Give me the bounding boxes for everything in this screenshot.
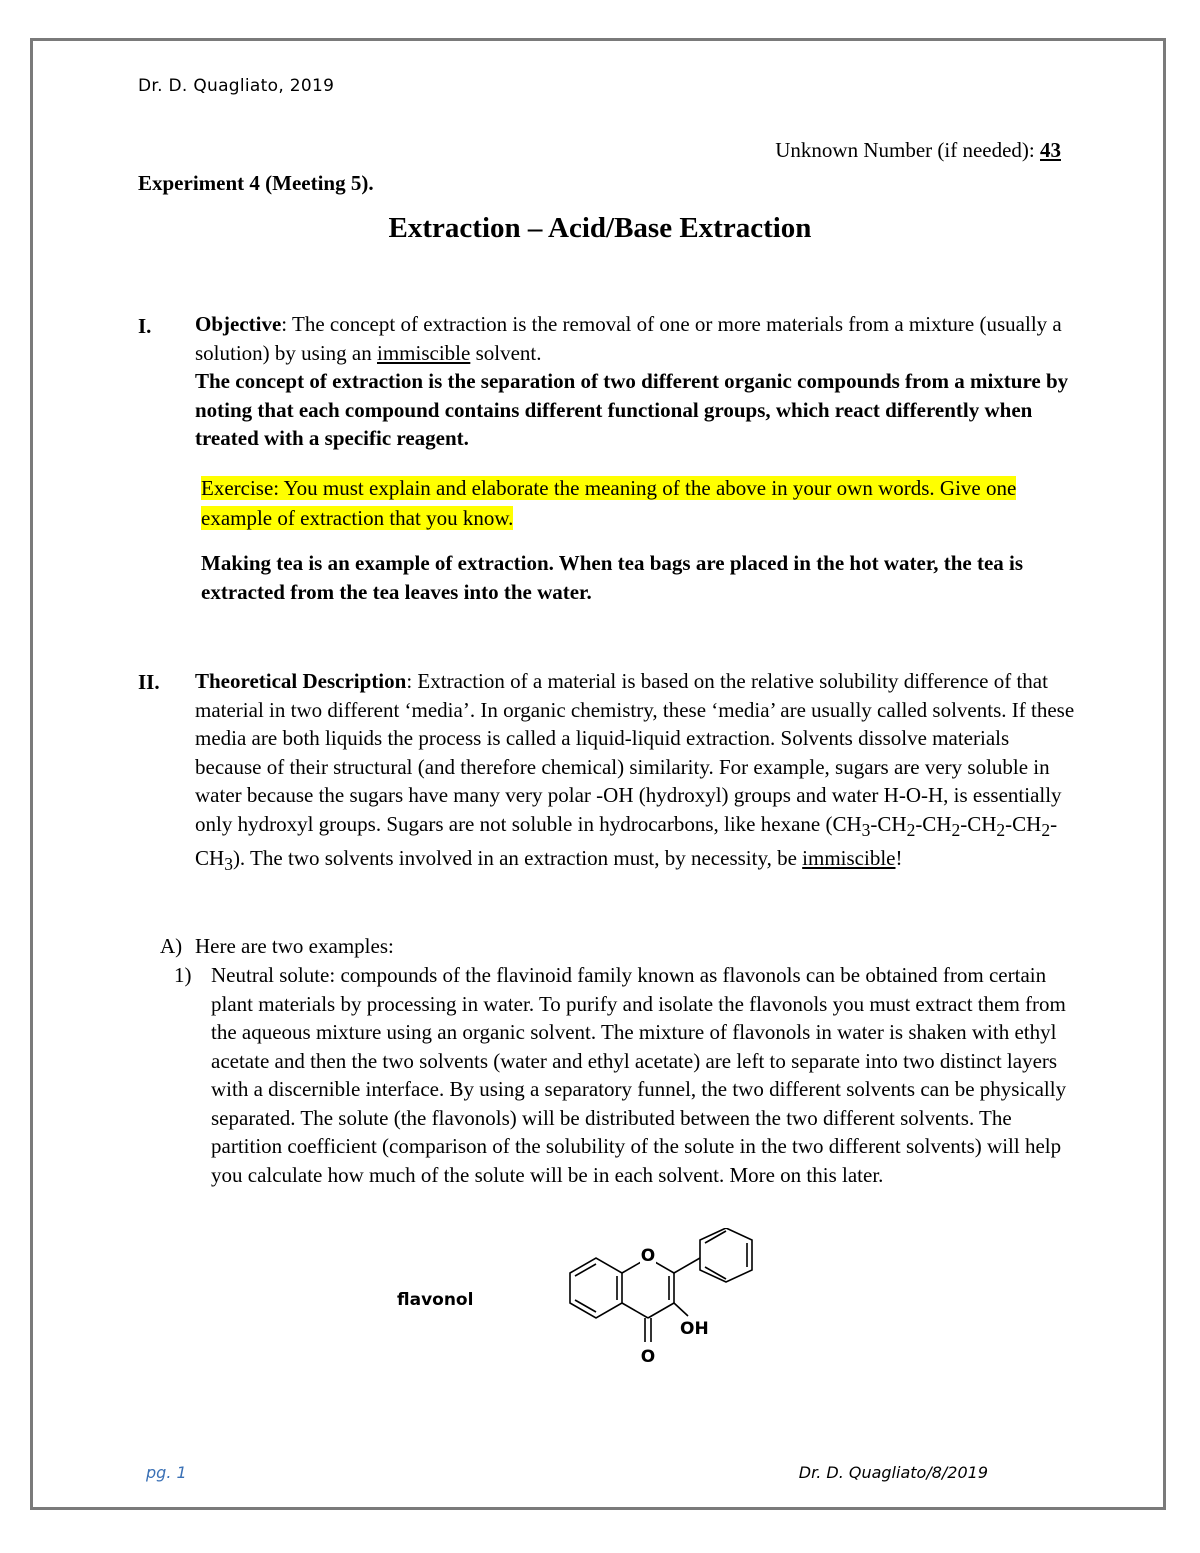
objective-bold-text: The concept of extraction is the separation of two different organic compounds from a mixture by noting that each compound contains different functional groups, which react differently when treated with a specific reagent. <box>195 369 1069 450</box>
list-a-marker: A) <box>160 934 183 958</box>
objective-paragraph <box>195 310 1075 367</box>
theory-text-end: ! <box>895 846 903 871</box>
objective-immiscible: immiscible <box>377 340 471 365</box>
list-a-text: Here are two examples: <box>195 934 394 958</box>
exercise-answer: Making tea is an example of extraction. When tea bags are placed in the hot water, the tea is extracted from the tea leaves into the water. <box>201 551 1024 604</box>
flavonol-structure-figure <box>540 1228 760 1378</box>
exercise-text: Exercise: You must explain and elaborate the meaning of the above in your own words. Give one example of extraction that you know. <box>201 476 1017 530</box>
sub-2c: 2 <box>996 819 1006 840</box>
theory-heading: Theoretical Description <box>195 669 407 693</box>
objective-heading: Objective <box>195 312 282 336</box>
sub-3a: 3 <box>861 819 871 840</box>
section-1-number: I. <box>138 314 152 338</box>
theory-text: : Extraction of a material is based on the relative solubility difference of that material in two different ‘media’. In organic chemistry, these ‘media’ are usually called solvents. If these media are both liquids the process is called a liquid-liquid extraction. Solvents dissolve materials because of their structural (and therefore chemical) similarity. For example, sugars are very soluble in water because the sugars have many very polar -OH (hydroxyl) groups and water H-O-H, is essentially only hydroxyl groups. Sugars are not soluble in hydrocarbons, like hexane (CH <box>195 669 1075 836</box>
list-1-marker: 1) <box>174 963 192 987</box>
theory-paragraph <box>195 667 1075 879</box>
ch-2: -CH <box>915 811 952 836</box>
ch-1: -CH <box>870 811 907 836</box>
carbonyl-oxygen-label: O <box>640 1347 656 1367</box>
oh-label: OH <box>680 1319 709 1339</box>
benzene-ring-left <box>570 1258 622 1318</box>
list-1-text: Neutral solute: compounds of the flavinoid family known as flavonols can be obtained from certain plant materials by processing in water. To purify and isolate the flavonols you must extract them from the aqueous mixture using an organic solvent. The mixture of flavonols in water is shaken with ethyl acetate and then the two solvents (water and ethyl acetate) are left to separate into two distinct layers with a discernible interface. By using a separatory funnel, the two different solvents can be physically separated. The solute (the flavonols) will be distributed between the two different solvents. The partition coefficient (comparison of the solubility of the solute in the two different solvents) will help you calculate how much of the solute will be in each solvent. More on this later. <box>211 963 1067 1187</box>
page-title: Extraction – Acid/Base Extraction <box>388 212 812 244</box>
unknown-value: 43 <box>1040 138 1061 162</box>
ch-3: -CH <box>960 811 997 836</box>
objective-text: : The concept of extraction is the removal of one or more materials from a mixture (usually a solution) by using an <box>195 312 1062 365</box>
section-2-theory <box>195 667 1075 879</box>
unknown-number <box>775 138 1061 163</box>
section-1-objective <box>195 310 1075 453</box>
phenyl-ring-right <box>700 1228 752 1282</box>
theory-text-close: ). The two solvents involved in an extraction must, by necessity, be <box>232 846 803 871</box>
section-2-number: II. <box>138 670 160 694</box>
footer-page-number: pg. 1 <box>146 1463 187 1482</box>
footer-author-date: Dr. D. Quagliato/8/2019 <box>798 1463 988 1482</box>
flavonol-label: flavonol <box>397 1290 474 1310</box>
unknown-label: Unknown Number (if needed): <box>775 138 1035 162</box>
ch-5: -CH <box>195 811 1058 871</box>
sub-2d: 2 <box>1041 819 1051 840</box>
exercise-box <box>201 474 1041 533</box>
objective-text-end: solvent. <box>470 340 542 365</box>
ring-oxygen-label: O <box>640 1246 656 1266</box>
theory-immiscible: immiscible <box>802 846 896 871</box>
experiment-label: Experiment 4 (Meeting 5). <box>138 171 374 195</box>
sub-2a: 2 <box>906 819 916 840</box>
sub-3b: 3 <box>224 854 233 875</box>
ch-4: -CH <box>1005 811 1042 836</box>
header-author: Dr. D. Quagliato, 2019 <box>138 76 335 96</box>
sub-2b: 2 <box>951 819 961 840</box>
